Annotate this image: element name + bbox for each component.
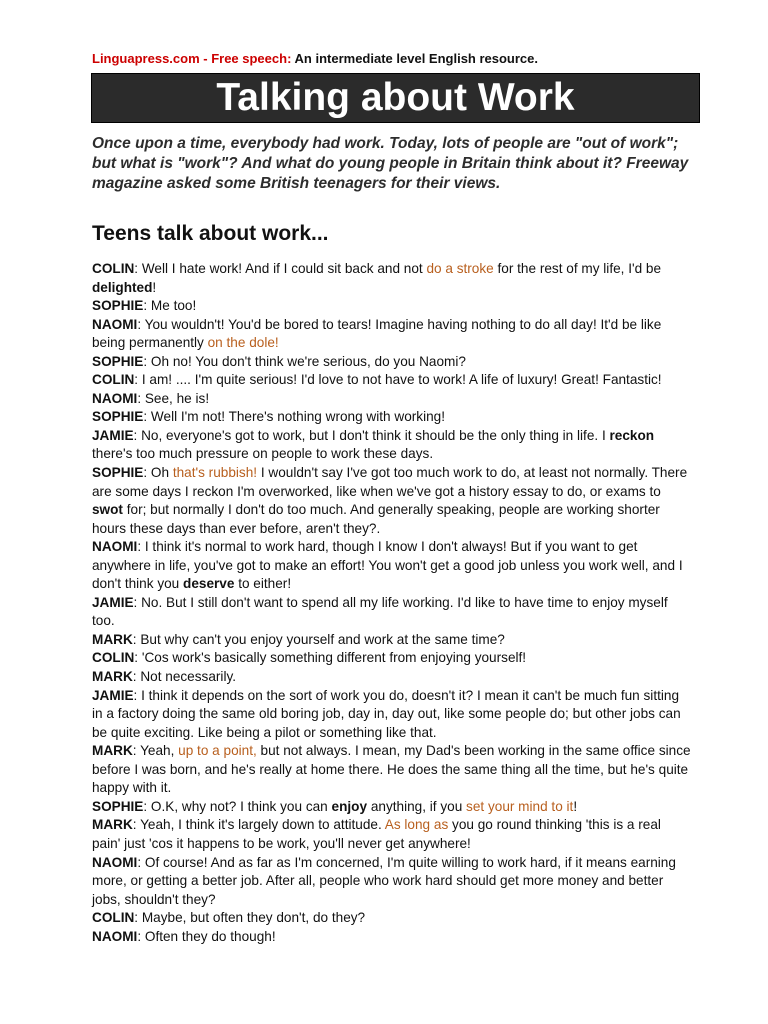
- dialogue-transcript: [92, 260, 692, 946]
- line-text: there's too much pressure on people to work these days.: [92, 446, 434, 462]
- line-text: for the rest of my life, I'd be: [493, 261, 662, 276]
- vocabulary-phrase: up to a point,: [178, 743, 257, 759]
- dialogue-line: [92, 260, 692, 297]
- speaker-name: COLIN: [92, 372, 135, 388]
- line-text: : Yeah, I think it's largely down to attitude.: [132, 817, 385, 833]
- speaker-name: MARK: [92, 817, 133, 833]
- intro-paragraph: Once upon a time, everybody had work. Today, lots of people are "out of work"; but what is "work"? And what do young people in Britain think about it? Freeway magazine asked some British teenagers for their views.: [92, 135, 689, 192]
- line-text: : But why can't you enjoy yourself and work at the same time?: [132, 631, 505, 647]
- speaker-name: SOPHIE: [92, 798, 144, 814]
- key-word: enjoy: [331, 798, 368, 814]
- speaker-name: NAOMI: [92, 316, 138, 332]
- speaker-name: COLIN: [92, 261, 135, 276]
- line-text: : Well I'm not! There's nothing wrong with working!: [143, 409, 445, 425]
- speaker-name: NAOMI: [92, 539, 138, 555]
- line-text: : Oh no! You don't think we're serious, do you Naomi?: [143, 353, 466, 369]
- line-text: : You wouldn't! You'd be bored to tears! Imagine having nothing to do all day! It'd be like being permanently: [92, 316, 662, 351]
- line-text: : O.K, why not? I think you can: [143, 798, 332, 814]
- dialogue-line: [92, 594, 692, 631]
- key-word: reckon: [609, 427, 655, 443]
- site-brand-link[interactable]: Linguapress.com - Free speech:: [92, 51, 292, 66]
- dialogue-line: [92, 371, 692, 390]
- line-text: : Oh: [143, 465, 173, 481]
- key-word: swot: [92, 502, 123, 518]
- dialogue-line: [92, 353, 692, 372]
- line-text: to either!: [234, 576, 292, 592]
- line-text: : Yeah,: [132, 743, 179, 759]
- key-word: deserve: [183, 576, 235, 592]
- speaker-name: COLIN: [92, 650, 135, 666]
- line-text: : No, everyone's got to work, but I don't think it should be the only thing in life. I: [133, 427, 610, 443]
- speaker-name: MARK: [92, 631, 133, 647]
- line-text: : I think it depends on the sort of work you do, doesn't it? I mean it can't be much fun sitting in a factory doing the same old boring job, day in, day out, like some people do; but other jobs can be quite exciting. Like being a pilot or something like that.: [92, 687, 681, 740]
- site-tagline: An intermediate level English resource.: [291, 51, 539, 66]
- dialogue-line: [92, 798, 692, 817]
- page-title: Talking about Work: [91, 73, 700, 123]
- vocabulary-phrase: on the dole!: [207, 335, 279, 351]
- line-text: anything, if you: [367, 798, 467, 814]
- speaker-name: SOPHIE: [92, 465, 144, 481]
- line-text: for; but normally I don't do too much. And generally speaking, people are working shorter hours these days than ever before, aren't they?.: [92, 502, 660, 536]
- dialogue-line: [92, 816, 692, 853]
- line-text: : Well I hate work! And if I could sit back and not: [134, 261, 427, 276]
- line-text: : I am! .... I'm quite serious! I'd love to not have to work! A life of luxury! Great! Fantastic!: [134, 372, 662, 388]
- line-text: but not always. I mean, my Dad's been working in the same office since before I was born, and he's really at home there. He does the same thing all the time, but he's quite happy with it.: [92, 743, 691, 796]
- line-text: : Maybe, but often they don't, do they?: [134, 910, 366, 926]
- line-text: : 'Cos work's basically something different from enjoying yourself!: [134, 650, 527, 666]
- line-text: : Me too!: [143, 298, 197, 314]
- line-text: : I think it's normal to work hard, though I know I don't always! But if you want to get anywhere in life, you've got to make an effort! You won't get a good job unless you work well, and I don't think you: [92, 539, 683, 592]
- speaker-name: NAOMI: [92, 390, 138, 406]
- dialogue-line: [92, 390, 692, 409]
- speaker-name: COLIN: [92, 910, 135, 926]
- dialogue-line: [92, 742, 692, 798]
- dialogue-line: [92, 928, 692, 947]
- speaker-name: SOPHIE: [92, 353, 144, 369]
- line-text: you go round thinking 'this is a real pain' just 'cos it happens to be work, you'll never get anywhere!: [92, 817, 661, 851]
- speaker-name: JAMIE: [92, 687, 134, 703]
- speaker-name: SOPHIE: [92, 298, 144, 314]
- speaker-name: JAMIE: [92, 594, 134, 610]
- line-text: !: [573, 798, 578, 814]
- line-text: : Not necessarily.: [132, 669, 237, 685]
- dialogue-line: [92, 427, 692, 464]
- line-text: I wouldn't say I've got too much work to do, at least not normally. There are some days I reckon I'm overworked, like when we've got a history essay to do, or exams to: [92, 465, 688, 499]
- line-text: : No. But I still don't want to spend all my life working. I'd like to have time to enjoy myself too.: [92, 594, 668, 629]
- source-line: [92, 51, 538, 67]
- speaker-name: MARK: [92, 743, 133, 759]
- dialogue-line: [92, 649, 692, 668]
- dialogue-line: [92, 316, 692, 353]
- dialogue-line: [92, 854, 692, 910]
- vocabulary-phrase: that's rubbish!: [172, 465, 258, 481]
- section-heading: Teens talk about work...: [92, 222, 329, 245]
- vocabulary-phrase: As long as: [384, 817, 449, 833]
- dialogue-line: [92, 687, 692, 743]
- speaker-name: MARK: [92, 669, 133, 685]
- key-word: delighted: [92, 279, 153, 295]
- speaker-name: NAOMI: [92, 928, 138, 944]
- dialogue-line: [92, 631, 692, 650]
- dialogue-line: [92, 297, 692, 316]
- dialogue-line: [92, 909, 692, 928]
- speaker-name: NAOMI: [92, 854, 138, 870]
- dialogue-line: [92, 408, 692, 427]
- line-text: !: [152, 279, 157, 295]
- line-text: : Often they do though!: [137, 928, 276, 944]
- line-text: : See, he is!: [137, 390, 210, 406]
- dialogue-line: [92, 464, 692, 538]
- dialogue-line: [92, 538, 692, 594]
- speaker-name: JAMIE: [92, 427, 134, 443]
- speaker-name: SOPHIE: [92, 409, 144, 425]
- dialogue-line: [92, 668, 692, 687]
- vocabulary-phrase: set your mind to it: [466, 798, 574, 814]
- line-text: : Of course! And as far as I'm concerned, I'm quite willing to work hard, if it means earning more, or getting a better job. After all, people who work hard should get more money and better jobs, shouldn't they?: [92, 854, 676, 907]
- vocabulary-phrase: do a stroke: [426, 261, 494, 276]
